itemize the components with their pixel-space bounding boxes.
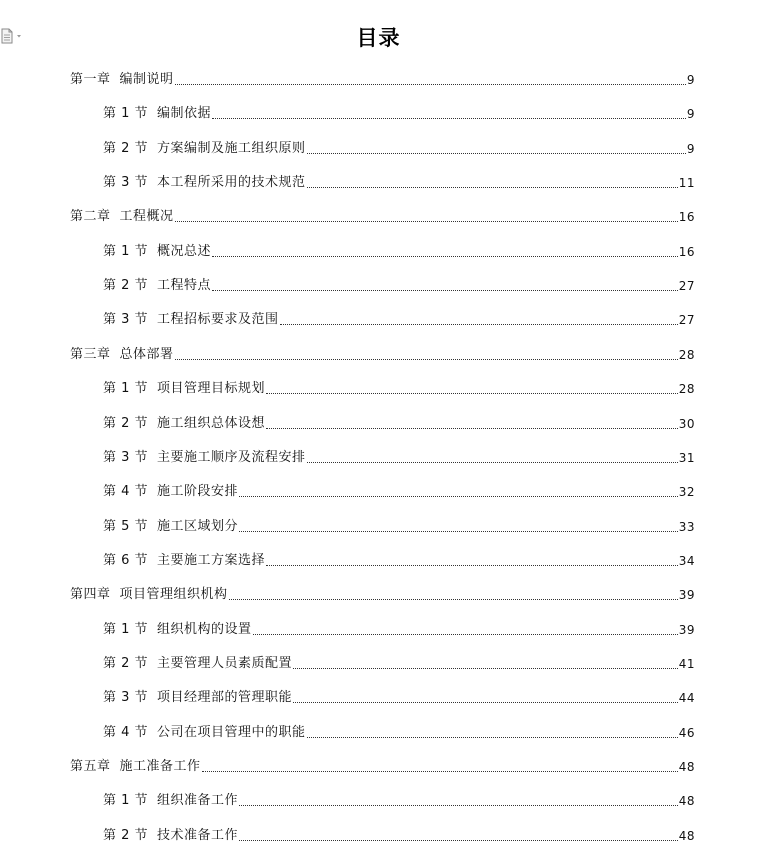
toc-entry-label: [103, 450, 306, 466]
toc-entry-title: 施工准备工作: [119, 759, 201, 774]
toc-page-number: 9: [686, 107, 695, 122]
toc-entry-label: [103, 622, 252, 638]
toc-entry-label: [103, 381, 265, 397]
toc-page-number: 32: [678, 485, 695, 500]
toc-section-row[interactable]: [103, 135, 695, 157]
toc-entry-title: 总体部署: [119, 346, 174, 362]
toc-entry-number: 第 3 节: [103, 175, 149, 191]
toc-entry-label: [103, 725, 306, 741]
toc-dot-leader: [239, 839, 678, 841]
toc-entry-label: [103, 828, 238, 844]
toc-dot-leader: [293, 701, 678, 703]
toc-entry-number: 第二章: [70, 209, 111, 225]
toc-entry-title: 施工阶段安排: [157, 484, 239, 500]
toc-entry-number: 第 1 节: [103, 381, 149, 397]
toc-entry-title: 主要管理人员素质配置: [157, 655, 293, 671]
toc-page-number: 48: [678, 760, 695, 774]
toc-entry-label: [103, 553, 265, 569]
toc-dot-leader: [239, 530, 678, 532]
toc-entry-title: 项目管理组织机构: [119, 587, 228, 603]
toc-entry-title: 编制说明: [119, 72, 174, 87]
toc-section-row[interactable]: [103, 822, 695, 844]
toc-section-row[interactable]: [103, 169, 695, 191]
toc-entry-title: 组织准备工作: [157, 793, 239, 809]
toc-entry-number: 第五章: [70, 759, 111, 774]
toc-chapter-row[interactable]: [70, 581, 695, 603]
toc-entry-title: 技术准备工作: [157, 827, 239, 843]
toc-entry-number: 第一章: [70, 72, 111, 87]
toc-section-row[interactable]: [103, 306, 695, 328]
toc-page-number: 9: [686, 73, 695, 87]
toc-entry-number: 第 3 节: [103, 449, 149, 465]
toc-page-number: 28: [678, 382, 695, 397]
toc-dot-leader: [175, 358, 678, 360]
toc-page-number: 27: [678, 313, 695, 328]
toc-dot-leader: [307, 461, 678, 463]
toc-entry-title: 施工区域划分: [157, 518, 239, 534]
toc-page-number: 34: [678, 553, 695, 568]
toc-dot-leader: [266, 392, 678, 394]
toc-entry-number: 第 1 节: [103, 243, 149, 259]
toc-chapter-row[interactable]: [70, 66, 695, 88]
toc-entry-number: 第 1 节: [103, 106, 149, 122]
toc-page-number: 48: [678, 828, 695, 843]
toc-entry-title: 概况总述: [157, 243, 212, 259]
toc-entry-number: 第 3 节: [103, 690, 149, 706]
toc-section-row[interactable]: [103, 478, 695, 500]
toc-dot-leader: [293, 667, 678, 669]
toc-page-number: 30: [678, 416, 695, 431]
toc-entry-title: 方案编制及施工组织原则: [157, 140, 306, 156]
toc-entry-label: [103, 519, 238, 535]
toc-dot-leader: [253, 633, 678, 635]
toc-page-number: 41: [678, 656, 695, 671]
toc-chapter-row[interactable]: [70, 341, 695, 363]
toc-entry-label: [103, 244, 211, 260]
toc-entry-label: [103, 484, 238, 500]
toc-entry-title: 项目经理部的管理职能: [157, 690, 293, 706]
toc-entry-title: 项目管理目标规划: [157, 381, 266, 397]
toc-entry-label: [103, 312, 279, 328]
toc-entry-label: [103, 106, 211, 122]
toc-section-row[interactable]: [103, 272, 695, 294]
toc-entry-label: [70, 347, 174, 363]
toc-section-row[interactable]: [103, 410, 695, 432]
toc-page-number: 27: [678, 279, 695, 294]
toc-entry-number: 第 2 节: [103, 415, 149, 431]
toc-dot-leader: [175, 220, 678, 222]
toc-page-number: 33: [678, 519, 695, 534]
toc-dot-leader: [307, 186, 678, 188]
toc-page-number: 31: [678, 450, 695, 465]
toc-section-row[interactable]: [103, 513, 695, 535]
toc-section-row[interactable]: [103, 650, 695, 672]
toc-section-row[interactable]: [103, 719, 695, 741]
toc-dot-leader: [307, 736, 678, 738]
toc-entry-label: [70, 587, 228, 603]
toc-entry-label: [70, 759, 201, 775]
toc-entry-number: 第 1 节: [103, 793, 149, 809]
toc-entry-label: [103, 416, 265, 432]
toc-entry-label: [70, 72, 174, 88]
toc-dot-leader: [175, 83, 686, 85]
toc-entry-number: 第 3 节: [103, 312, 149, 328]
toc-section-row[interactable]: [103, 444, 695, 466]
toc-entry-label: [103, 175, 306, 191]
toc-entry-number: 第三章: [70, 346, 111, 362]
toc-page-number: 39: [678, 622, 695, 637]
toc-section-row[interactable]: [103, 616, 695, 638]
toc-section-row[interactable]: [103, 238, 695, 260]
toc-entry-title: 组织机构的设置: [157, 621, 252, 637]
toc-entry-label: [103, 141, 306, 157]
toc-dot-leader: [212, 117, 686, 119]
page-title: 目录: [356, 25, 401, 50]
toc-page-number: 44: [678, 691, 695, 706]
toc-dot-leader: [229, 598, 678, 600]
toc-entry-title: 施工组织总体设想: [157, 415, 266, 431]
toc-entry-number: 第 6 节: [103, 552, 149, 568]
toc-entry-number: 第 5 节: [103, 518, 149, 534]
toc-page-number: 16: [678, 244, 695, 259]
toc-page-number: 9: [686, 141, 695, 156]
toc-entry-number: 第 4 节: [103, 484, 149, 500]
toc-entry-label: [103, 656, 292, 672]
toc-dot-leader: [266, 427, 678, 429]
toc-entry-label: [70, 209, 174, 225]
toc-entry-title: 编制依据: [157, 106, 212, 122]
toc-section-row[interactable]: [103, 375, 695, 397]
toc-entry-title: 工程招标要求及范围: [157, 312, 279, 328]
toc-chapter-row[interactable]: [70, 753, 695, 775]
toc-dot-leader: [239, 804, 678, 806]
toc-entry-number: 第 2 节: [103, 827, 149, 843]
toc-entry-title: 工程概况: [119, 209, 174, 225]
toc-dot-leader: [307, 152, 686, 154]
toc-entry-number: 第 2 节: [103, 140, 149, 156]
toc-entry-number: 第 4 节: [103, 724, 149, 740]
toc-page-number: 16: [678, 210, 695, 225]
toc-entry-number: 第 2 节: [103, 655, 149, 671]
toc-entry-label: [103, 793, 238, 809]
toc-entry-number: 第 2 节: [103, 278, 149, 294]
toc-entry-title: 公司在项目管理中的职能: [157, 724, 306, 740]
toc-chapter-row[interactable]: [70, 203, 695, 225]
toc-page-number: 48: [678, 794, 695, 809]
toc-dot-leader: [239, 495, 678, 497]
toc-section-row[interactable]: [103, 100, 695, 122]
toc-dot-leader: [212, 289, 678, 291]
toc-dot-leader: [212, 255, 678, 257]
toc-section-row[interactable]: [103, 684, 695, 706]
toc-dot-leader: [202, 770, 678, 772]
toc-section-row[interactable]: [103, 547, 695, 569]
toc-entry-label: [103, 690, 292, 706]
toc-dot-leader: [266, 564, 678, 566]
toc-page-number: 28: [678, 347, 695, 362]
toc-entry-number: 第四章: [70, 587, 111, 603]
toc-entry-title: 本工程所采用的技术规范: [157, 175, 306, 191]
toc-entry-title: 主要施工方案选择: [157, 552, 266, 568]
toc-section-row[interactable]: [103, 787, 695, 809]
toc-entry-title: 主要施工顺序及流程安排: [157, 449, 306, 465]
toc-entry-title: 工程特点: [157, 278, 212, 294]
toc-page-number: 39: [678, 588, 695, 603]
toc-page-number: 46: [678, 725, 695, 740]
toc-entry-label: [103, 278, 211, 294]
toc-dot-leader: [280, 323, 678, 325]
toc-page-number: 11: [678, 176, 695, 191]
toc-entry-number: 第 1 节: [103, 621, 149, 637]
